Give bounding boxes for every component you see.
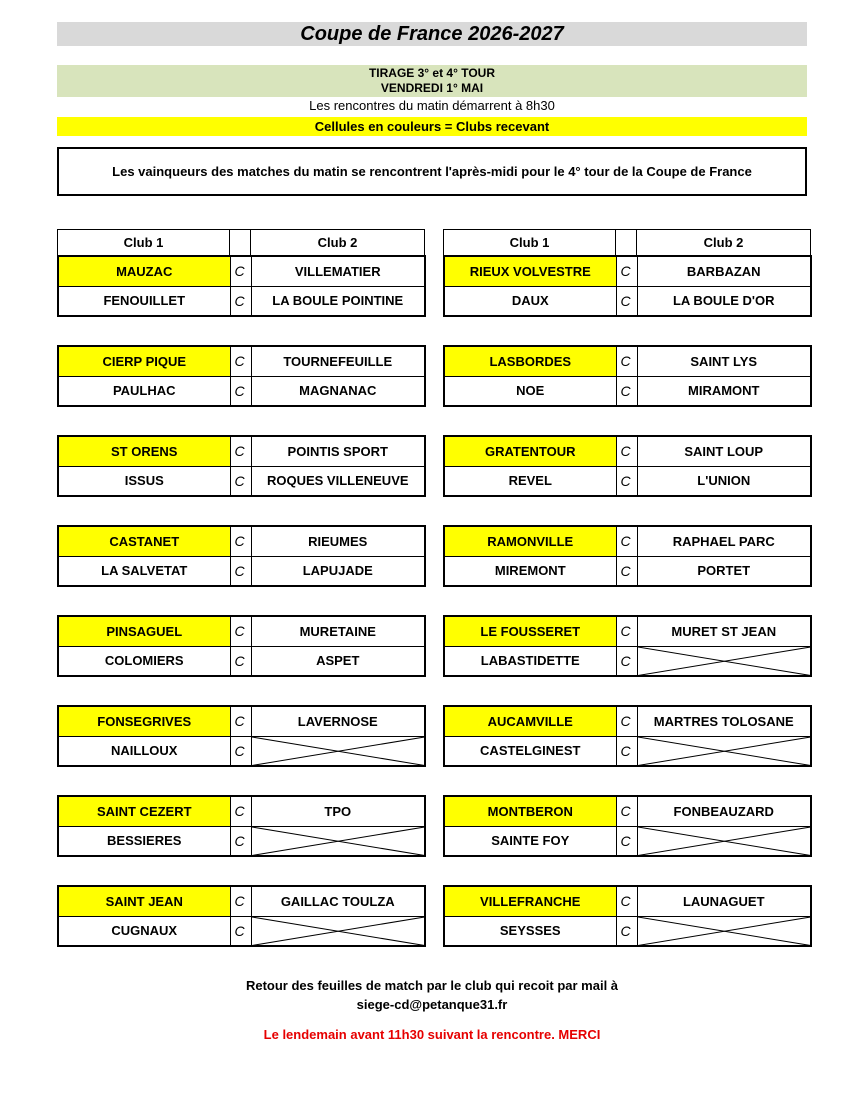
match-group xyxy=(57,615,426,677)
match-group xyxy=(57,885,426,947)
footer-deadline: Le lendemain avant 11h30 suivant la rencontre. MERCI xyxy=(263,1027,601,1042)
versus-mark: C xyxy=(616,376,637,406)
away-club: SAINT LOUP xyxy=(637,436,811,466)
club: BESSIERES xyxy=(58,826,230,856)
versus-mark: C xyxy=(616,886,637,916)
versus-mark: C xyxy=(230,796,251,826)
club: DAUX xyxy=(444,286,616,316)
home-club: LASBORDES xyxy=(444,346,616,376)
empty-slot xyxy=(637,916,811,946)
club: LA SALVETAT xyxy=(58,556,230,586)
match-group xyxy=(443,345,812,407)
away-club: RAPHAEL PARC xyxy=(637,526,811,556)
home-club: ST ORENS xyxy=(58,436,230,466)
versus-mark: C xyxy=(230,646,251,676)
versus-mark: C xyxy=(616,256,637,286)
match-group xyxy=(443,525,812,587)
versus-mark: C xyxy=(230,376,251,406)
club: REVEL xyxy=(444,466,616,496)
versus-mark: C xyxy=(616,706,637,736)
away-club: LAPUJADE xyxy=(251,556,425,586)
empty-slot xyxy=(251,916,425,946)
club: SEYSSES xyxy=(444,916,616,946)
versus-mark: C xyxy=(616,556,637,586)
away-club: PORTET xyxy=(637,556,811,586)
home-club: AUCAMVILLE xyxy=(444,706,616,736)
versus-mark: C xyxy=(230,736,251,766)
versus-mark: C xyxy=(230,826,251,856)
home-club: VILLEFRANCHE xyxy=(444,886,616,916)
club: ISSUS xyxy=(58,466,230,496)
away-club: MURET ST JEAN xyxy=(637,616,811,646)
match-group xyxy=(57,525,426,587)
empty-slot xyxy=(637,646,811,676)
away-club: TPO xyxy=(251,796,425,826)
versus-mark: C xyxy=(230,286,251,316)
footer-instructions xyxy=(57,976,807,1014)
empty-slot xyxy=(251,826,425,856)
empty-slot xyxy=(637,736,811,766)
away-club: MIRAMONT xyxy=(637,376,811,406)
versus-mark: C xyxy=(230,436,251,466)
home-club: SAINT JEAN xyxy=(58,886,230,916)
match-group xyxy=(57,255,426,317)
home-club: CIERP PIQUE xyxy=(58,346,230,376)
club: MIREMONT xyxy=(444,556,616,586)
versus-mark: C xyxy=(230,256,251,286)
club: COLOMIERS xyxy=(58,646,230,676)
header-club-2: Club 2 xyxy=(251,230,425,256)
home-club: SAINT CEZERT xyxy=(58,796,230,826)
versus-mark: C xyxy=(230,346,251,376)
empty-slot-cross xyxy=(638,647,811,676)
away-club: SAINT LYS xyxy=(637,346,811,376)
versus-mark: C xyxy=(230,886,251,916)
header-club-2: Club 2 xyxy=(637,230,811,256)
club: PAULHAC xyxy=(58,376,230,406)
away-club: LAVERNOSE xyxy=(251,706,425,736)
away-club: FONBEAUZARD xyxy=(637,796,811,826)
versus-mark: C xyxy=(230,706,251,736)
club: CASTELGINEST xyxy=(444,736,616,766)
empty-slot xyxy=(637,826,811,856)
versus-mark: C xyxy=(230,916,251,946)
match-group xyxy=(443,795,812,857)
club: LABASTIDETTE xyxy=(444,646,616,676)
header-club-1: Club 1 xyxy=(58,230,230,256)
tirage-line-2: VENDREDI 1° MAI xyxy=(380,81,484,95)
match-group xyxy=(443,615,812,677)
home-club: MAUZAC xyxy=(58,256,230,286)
away-club: POINTIS SPORT xyxy=(251,436,425,466)
match-group xyxy=(57,705,426,767)
empty-slot-cross xyxy=(638,737,811,766)
away-club: LAUNAGUET xyxy=(637,886,811,916)
versus-mark: C xyxy=(616,646,637,676)
header-club-1: Club 1 xyxy=(444,230,616,256)
versus-mark: C xyxy=(616,286,637,316)
versus-mark: C xyxy=(616,916,637,946)
home-club: GRATENTOUR xyxy=(444,436,616,466)
home-club: RIEUX VOLVESTRE xyxy=(444,256,616,286)
away-club: VILLEMATIER xyxy=(251,256,425,286)
match-group xyxy=(443,705,812,767)
home-club: FONSEGRIVES xyxy=(58,706,230,736)
match-group xyxy=(57,345,426,407)
versus-mark: C xyxy=(230,616,251,646)
away-club: LA BOULE D'OR xyxy=(637,286,811,316)
versus-mark: C xyxy=(616,346,637,376)
club: CUGNAUX xyxy=(58,916,230,946)
left-table-header xyxy=(57,229,425,256)
header-vs xyxy=(230,230,251,256)
tirage-line-1: TIRAGE 3° et 4° TOUR xyxy=(368,66,496,80)
club: NOE xyxy=(444,376,616,406)
right-table-header xyxy=(443,229,811,256)
versus-mark: C xyxy=(230,466,251,496)
home-club: CASTANET xyxy=(58,526,230,556)
versus-mark: C xyxy=(230,556,251,586)
versus-mark: C xyxy=(616,826,637,856)
club: SAINTE FOY xyxy=(444,826,616,856)
away-club: MAGNANAC xyxy=(251,376,425,406)
match-group xyxy=(443,435,812,497)
away-club: MURETAINE xyxy=(251,616,425,646)
versus-mark: C xyxy=(616,736,637,766)
home-club: MONTBERON xyxy=(444,796,616,826)
home-club: RAMONVILLE xyxy=(444,526,616,556)
away-club: ASPET xyxy=(251,646,425,676)
club: FENOUILLET xyxy=(58,286,230,316)
page-title: Coupe de France 2026-2027 xyxy=(57,22,807,46)
away-club: L'UNION xyxy=(637,466,811,496)
versus-mark: C xyxy=(616,466,637,496)
tirage-banner xyxy=(57,65,807,97)
away-club: TOURNEFEUILLE xyxy=(251,346,425,376)
footer-line-1: Retour des feuilles de match par le club qui recoit par mail à xyxy=(245,978,619,993)
club: NAILLOUX xyxy=(58,736,230,766)
empty-slot-cross xyxy=(252,737,425,766)
footer-email: siege-cd@petanque31.fr xyxy=(356,997,508,1012)
versus-mark: C xyxy=(616,616,637,646)
versus-mark: C xyxy=(230,526,251,556)
away-club: LA BOULE POINTINE xyxy=(251,286,425,316)
empty-slot xyxy=(251,736,425,766)
color-legend: Cellules en couleurs = Clubs recevant xyxy=(57,117,807,136)
away-club: MARTRES TOLOSANE xyxy=(637,706,811,736)
match-group xyxy=(443,885,812,947)
empty-slot-cross xyxy=(638,827,811,856)
home-club: PINSAGUEL xyxy=(58,616,230,646)
home-club: LE FOUSSERET xyxy=(444,616,616,646)
away-club: BARBAZAN xyxy=(637,256,811,286)
away-club: RIEUMES xyxy=(251,526,425,556)
versus-mark: C xyxy=(616,796,637,826)
versus-mark: C xyxy=(616,526,637,556)
away-club: GAILLAC TOULZA xyxy=(251,886,425,916)
away-club: ROQUES VILLENEUVE xyxy=(251,466,425,496)
afternoon-notice: Les vainqueurs des matches du matin se rencontrent l'après-midi pour le 4° tour de la Coupe de France xyxy=(57,147,807,196)
empty-slot-cross xyxy=(252,917,425,946)
versus-mark: C xyxy=(616,436,637,466)
match-group xyxy=(57,795,426,857)
match-group xyxy=(443,255,812,317)
empty-slot-cross xyxy=(252,827,425,856)
morning-start-text: Les rencontres du matin démarrent à 8h30 xyxy=(309,98,555,113)
match-group xyxy=(57,435,426,497)
header-vs xyxy=(616,230,637,256)
empty-slot-cross xyxy=(638,917,811,946)
